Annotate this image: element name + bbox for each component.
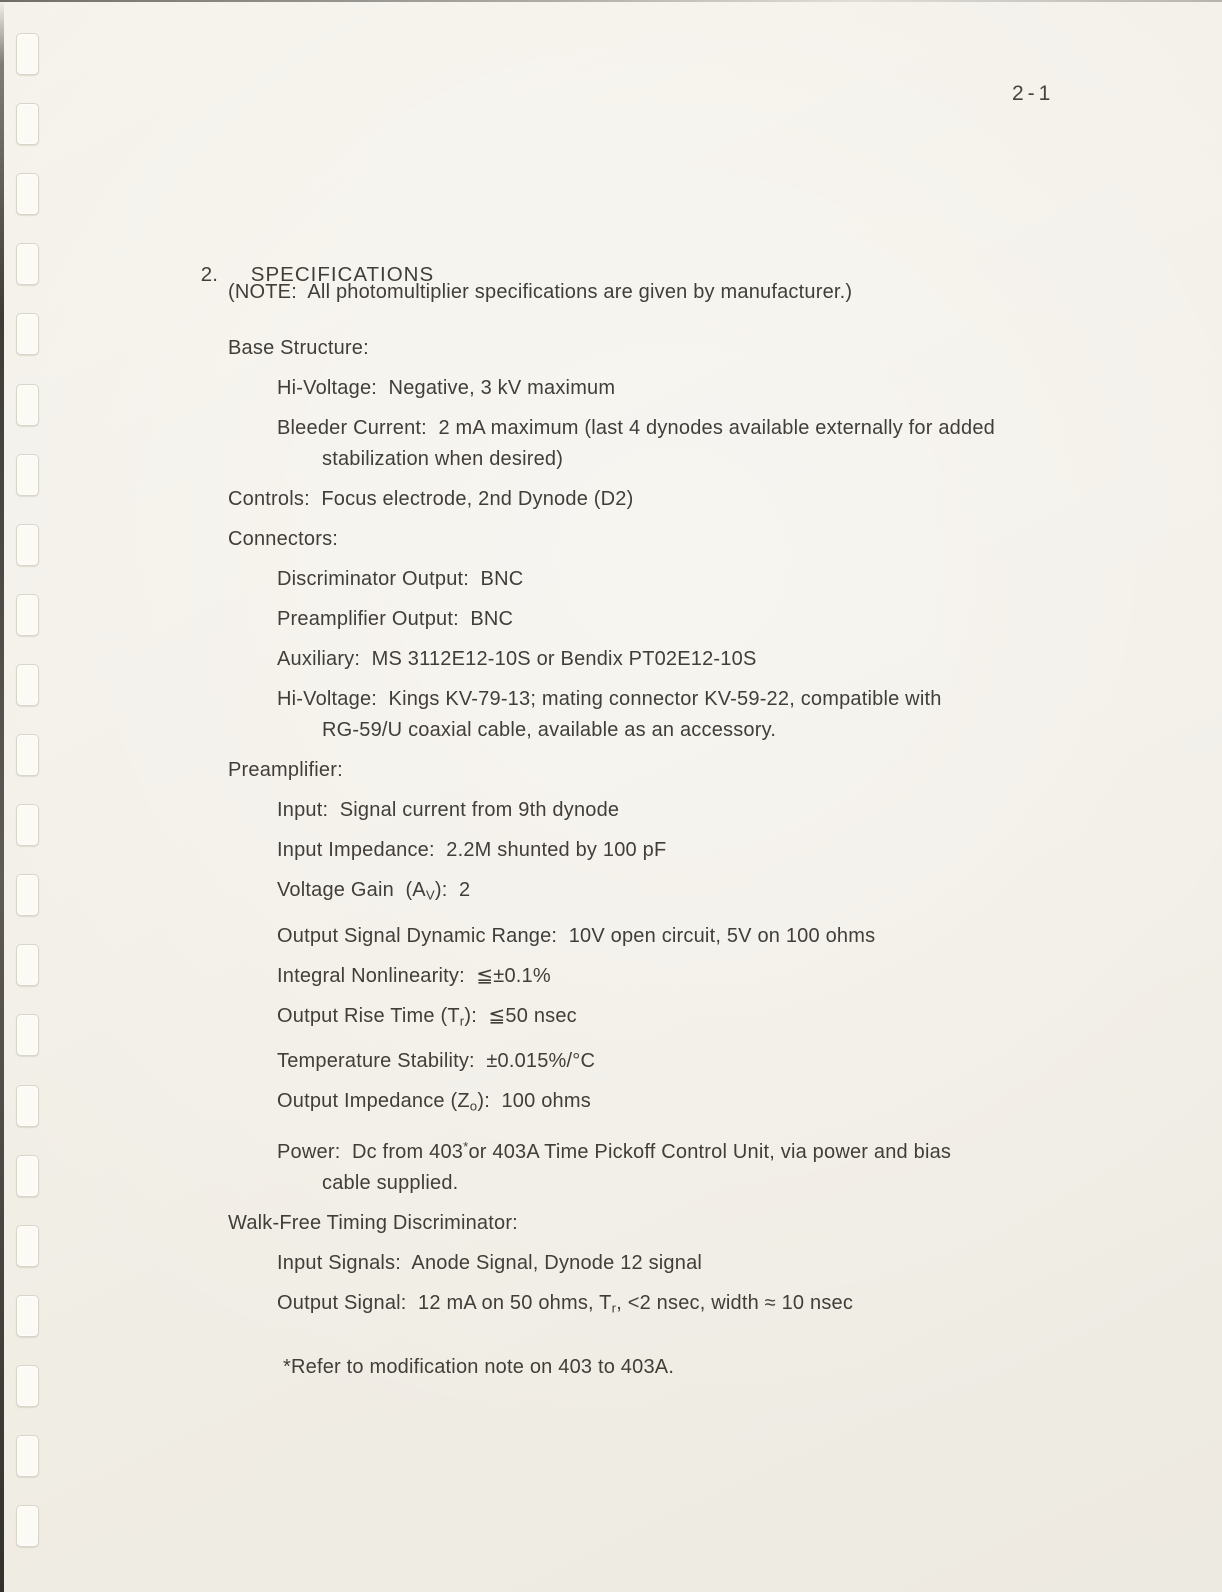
footnote-line [0, 1347, 1222, 1387]
page-number: 2-1 [1012, 82, 1055, 105]
text-run: Connectors: [228, 528, 339, 550]
text-run: Walk-Free Timing Discriminator: [228, 1211, 518, 1234]
section-title: SPECIFICATIONS [250, 263, 435, 286]
text-run: Base Structure: [228, 337, 369, 359]
text-run: Input Impedance: 2.2M shunted by 100 pF [277, 839, 667, 861]
input-item [0, 790, 1222, 830]
text-run: Input Signals: Anode Signal, Dynode 12 signal [277, 1251, 703, 1274]
text-run: (NOTE: All photomultiplier specifications are given by manufacturer.) [228, 281, 853, 303]
preamplifier-output-item [0, 599, 1222, 639]
text-run: Output Impedance (Z [277, 1090, 470, 1113]
text-run: Integral Nonlinearity: ≦±0.1% [277, 964, 551, 987]
text-run: Output Rise Time (T [277, 1004, 460, 1027]
text-run: ): 100 ohms [477, 1090, 591, 1113]
input-signals-item [0, 1243, 1222, 1283]
text-run: , <2 nsec, width ≈ 10 nsec [616, 1291, 854, 1314]
auxiliary-item [0, 639, 1222, 679]
text-run: Bleeder Current: 2 mA maximum (last 4 dynodes available externally for added [277, 417, 995, 439]
text-run: or 403A Time Pickoff Control Unit, via power and bias [468, 1140, 952, 1163]
text-run: Discriminator Output: BNC [277, 568, 524, 590]
binder-hole [16, 173, 39, 215]
text-run: Voltage Gain (A [277, 879, 426, 901]
hi-voltage-item [0, 368, 1222, 408]
text-run: *Refer to modification note on 403 to 403A. [283, 1355, 675, 1378]
scan-edge-top [0, 0, 1222, 2]
discriminator-output-item [0, 559, 1222, 599]
text-run: Power: Dc from 403 [277, 1140, 464, 1163]
hi-voltage-connector-item-cont [0, 710, 1222, 750]
text-run: RG-59/U coaxial cable, available as an accessory. [322, 719, 777, 741]
binder-hole [16, 1505, 39, 1547]
note-line [0, 272, 1222, 312]
text-run: Output Signal: 12 mA on 50 ohms, T [277, 1291, 612, 1314]
text-run: Controls: Focus electrode, 2nd Dynode (D2) [228, 488, 634, 510]
text-sub: r [459, 1013, 465, 1029]
connectors-header [0, 519, 1222, 559]
text-sup: * [463, 1139, 469, 1155]
binder-hole [16, 33, 39, 75]
text-run: Hi-Voltage: Negative, 3 kV maximum [277, 377, 616, 399]
integral-nonlinearity-item [0, 956, 1222, 996]
text-run: cable supplied. [322, 1171, 459, 1194]
text-run: Preamplifier Output: BNC [277, 608, 514, 630]
text-run: ): 2 [434, 879, 471, 901]
text-sub: r [611, 1300, 617, 1316]
output-dynamic-range-item [0, 916, 1222, 956]
text-run: Preamplifier: [228, 759, 343, 781]
text-run: Hi-Voltage: Kings KV-79-13; mating connector KV-59-22, compatible with [277, 688, 942, 710]
text-run: stabilization when desired) [322, 448, 564, 470]
text-run: Output Signal Dynamic Range: 10V open circuit, 5V on 100 ohms [277, 924, 876, 947]
binder-hole [16, 1435, 39, 1477]
spec-lines [0, 272, 1222, 1387]
walk-free-header [0, 1203, 1222, 1243]
temperature-stability-item [0, 1041, 1222, 1081]
text-run: Auxiliary: MS 3112E12-10S or Bendix PT02E12-10S [277, 648, 757, 670]
base-structure-header [0, 328, 1222, 368]
output-rise-time-item [0, 996, 1222, 1042]
text-run: Input: Signal current from 9th dynode [277, 799, 620, 821]
section-number: 2. [200, 263, 218, 286]
text-run: ): ≦50 nsec [464, 1004, 577, 1027]
output-signal-item [0, 1283, 1222, 1329]
output-impedance-item [0, 1081, 1222, 1127]
text-run: Temperature Stability: ±0.015%/°C [277, 1050, 596, 1073]
preamplifier-header [0, 750, 1222, 790]
controls-item [0, 479, 1222, 519]
text-sub: V [425, 887, 435, 903]
input-impedance-item [0, 830, 1222, 870]
binder-hole [16, 103, 39, 145]
voltage-gain-item [0, 870, 1222, 916]
text-sub: o [469, 1099, 478, 1115]
